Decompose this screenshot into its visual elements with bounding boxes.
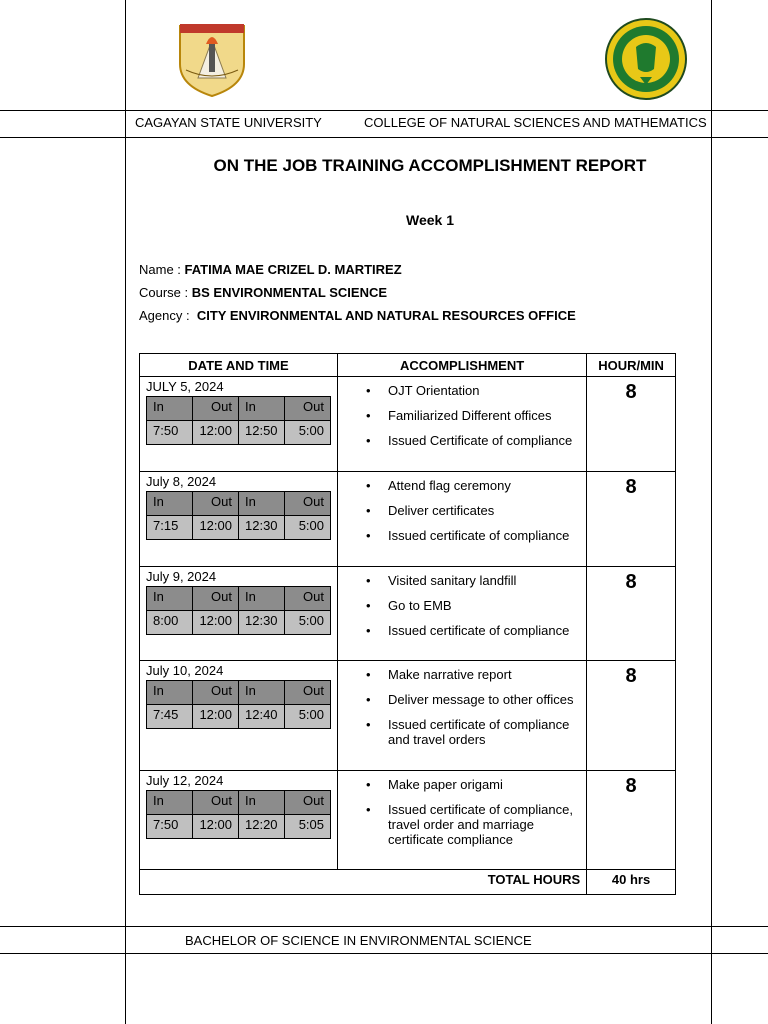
program-footer: BACHELOR OF SCIENCE IN ENVIRONMENTAL SCIENCE xyxy=(185,933,532,948)
time-log-table xyxy=(146,586,331,635)
table-row xyxy=(140,377,676,472)
agency-label: Agency : xyxy=(139,308,190,323)
time-header-in: In xyxy=(239,397,285,421)
time-log-header xyxy=(147,492,331,516)
accomplishment-item: • Familiarized Different offices xyxy=(338,408,586,423)
time-value: 12:00 xyxy=(193,611,239,635)
accomplishment-item: • Deliver message to other offices xyxy=(338,692,586,707)
time-header-in: In xyxy=(239,492,285,516)
time-header-out: Out xyxy=(285,492,331,516)
accomplishment-item: • Issued certificate of compliance xyxy=(338,623,586,638)
accomplishment-cell xyxy=(338,771,587,870)
name-label: Name : xyxy=(139,262,181,277)
course-value: BS ENVIRONMENTAL SCIENCE xyxy=(191,285,388,300)
time-log-values xyxy=(147,516,331,540)
table-row xyxy=(140,661,676,771)
agency-line xyxy=(139,308,576,323)
university-name: CAGAYAN STATE UNIVERSITY xyxy=(135,115,322,130)
time-value: 12:50 xyxy=(239,421,285,445)
course-line xyxy=(139,285,387,300)
left-margin-line xyxy=(125,0,126,1024)
time-header-out: Out xyxy=(285,587,331,611)
time-value: 7:45 xyxy=(147,705,193,729)
time-log-table xyxy=(146,491,331,540)
time-value: 7:15 xyxy=(147,516,193,540)
agency-value: CITY ENVIRONMENTAL AND NATURAL RESOURCES OFFICE xyxy=(196,308,576,323)
header-top-line xyxy=(0,110,768,111)
time-header-out: Out xyxy=(193,587,239,611)
date-time-cell xyxy=(140,472,338,567)
name-line xyxy=(139,262,402,277)
time-header-out: Out xyxy=(285,791,331,815)
time-value: 12:40 xyxy=(239,705,285,729)
accomplishment-item: • Issued certificate of compliance xyxy=(338,528,586,543)
time-log-header xyxy=(147,587,331,611)
accomplishment-item: • Go to EMB xyxy=(338,598,586,613)
date-label: JULY 5, 2024 xyxy=(146,379,224,394)
time-header-out: Out xyxy=(193,492,239,516)
footer-bottom-line xyxy=(0,953,768,954)
time-header-in: In xyxy=(147,492,193,516)
right-margin-line xyxy=(711,0,712,1024)
accomplishment-list xyxy=(338,383,586,448)
time-value: 7:50 xyxy=(147,421,193,445)
hours-value: 8 xyxy=(587,377,676,472)
time-value: 8:00 xyxy=(147,611,193,635)
time-value: 5:00 xyxy=(285,516,331,540)
time-header-in: In xyxy=(147,791,193,815)
accomplishment-item: • Visited sanitary landfill xyxy=(338,573,586,588)
time-header-out: Out xyxy=(193,791,239,815)
date-time-cell xyxy=(140,661,338,771)
accomplishment-list xyxy=(338,667,586,747)
hours-value: 8 xyxy=(587,567,676,661)
course-label: Course : xyxy=(139,285,189,300)
time-value: 12:30 xyxy=(239,611,285,635)
time-value: 5:05 xyxy=(285,815,331,839)
college-name: COLLEGE OF NATURAL SCIENCES AND MATHEMATICS xyxy=(364,115,707,130)
table-row xyxy=(140,567,676,661)
date-label: July 8, 2024 xyxy=(146,474,217,489)
accomplishment-item: • Deliver certificates xyxy=(338,503,586,518)
time-header-out: Out xyxy=(285,397,331,421)
accomplishment-item: • OJT Orientation xyxy=(338,383,586,398)
accomplishment-cell xyxy=(338,472,587,567)
time-header-in: In xyxy=(239,587,285,611)
time-log-values xyxy=(147,815,331,839)
accomplishment-item: • Attend flag ceremony xyxy=(338,478,586,493)
college-seal-logo xyxy=(602,17,690,106)
date-time-cell xyxy=(140,771,338,870)
hours-value: 8 xyxy=(587,661,676,771)
header-hour-min: HOUR/MIN xyxy=(587,354,676,377)
time-log-values xyxy=(147,421,331,445)
time-value: 12:00 xyxy=(193,421,239,445)
accomplishment-item: • Make narrative report xyxy=(338,667,586,682)
time-value: 12:00 xyxy=(193,705,239,729)
time-value: 5:00 xyxy=(285,421,331,445)
time-log-header xyxy=(147,397,331,421)
time-log-values xyxy=(147,705,331,729)
accomplishment-cell xyxy=(338,661,587,771)
date-time-cell xyxy=(140,567,338,661)
accomplishment-table xyxy=(139,353,676,895)
accomplishment-list xyxy=(338,573,586,638)
time-log-table xyxy=(146,790,331,839)
time-value: 7:50 xyxy=(147,815,193,839)
header-date-time: DATE AND TIME xyxy=(140,354,338,377)
accomplishment-cell xyxy=(338,567,587,661)
total-hours-label: TOTAL HOURS xyxy=(140,870,587,895)
name-value: FATIMA MAE CRIZEL D. MARTIREZ xyxy=(184,262,402,277)
time-value: 12:20 xyxy=(239,815,285,839)
date-label: July 10, 2024 xyxy=(146,663,224,678)
time-log-values xyxy=(147,611,331,635)
time-value: 12:30 xyxy=(239,516,285,540)
date-label: July 12, 2024 xyxy=(146,773,224,788)
table-row xyxy=(140,771,676,870)
week-label: Week 1 xyxy=(406,212,454,228)
time-header-in: In xyxy=(147,397,193,421)
accomplishment-item: • Issued Certificate of compliance xyxy=(338,433,586,448)
time-header-in: In xyxy=(239,681,285,705)
time-header-in: In xyxy=(239,791,285,815)
hours-value: 8 xyxy=(587,472,676,567)
time-log-table xyxy=(146,396,331,445)
time-log-header xyxy=(147,681,331,705)
total-hours-value: 40 hrs xyxy=(587,870,676,895)
time-value: 5:00 xyxy=(285,705,331,729)
time-header-out: Out xyxy=(193,397,239,421)
time-log-header xyxy=(147,791,331,815)
accomplishment-list xyxy=(338,777,586,847)
report-title: ON THE JOB TRAINING ACCOMPLISHMENT REPORT xyxy=(213,156,647,175)
accomplishment-list xyxy=(338,478,586,543)
table-header-row xyxy=(140,354,676,377)
time-log-table xyxy=(146,680,331,729)
table-row xyxy=(140,472,676,567)
time-value: 12:00 xyxy=(193,516,239,540)
time-header-in: In xyxy=(147,681,193,705)
header-bottom-line xyxy=(0,137,768,138)
date-label: July 9, 2024 xyxy=(146,569,217,584)
time-value: 12:00 xyxy=(193,815,239,839)
hours-value: 8 xyxy=(587,771,676,870)
accomplishment-item: • Make paper origami xyxy=(338,777,586,792)
accomplishment-item: • Issued certificate of compliance and travel orders xyxy=(338,717,586,747)
date-time-cell xyxy=(140,377,338,472)
time-value: 5:00 xyxy=(285,611,331,635)
time-header-out: Out xyxy=(285,681,331,705)
accomplishment-cell xyxy=(338,377,587,472)
header-accomplishment: ACCOMPLISHMENT xyxy=(338,354,587,377)
time-header-in: In xyxy=(147,587,193,611)
accomplishment-item: • Issued certificate of compliance, travel order and marriage certificate compliance xyxy=(338,802,586,847)
footer-top-line xyxy=(0,926,768,927)
total-row xyxy=(140,870,676,895)
university-logo xyxy=(176,20,248,103)
time-header-out: Out xyxy=(193,681,239,705)
